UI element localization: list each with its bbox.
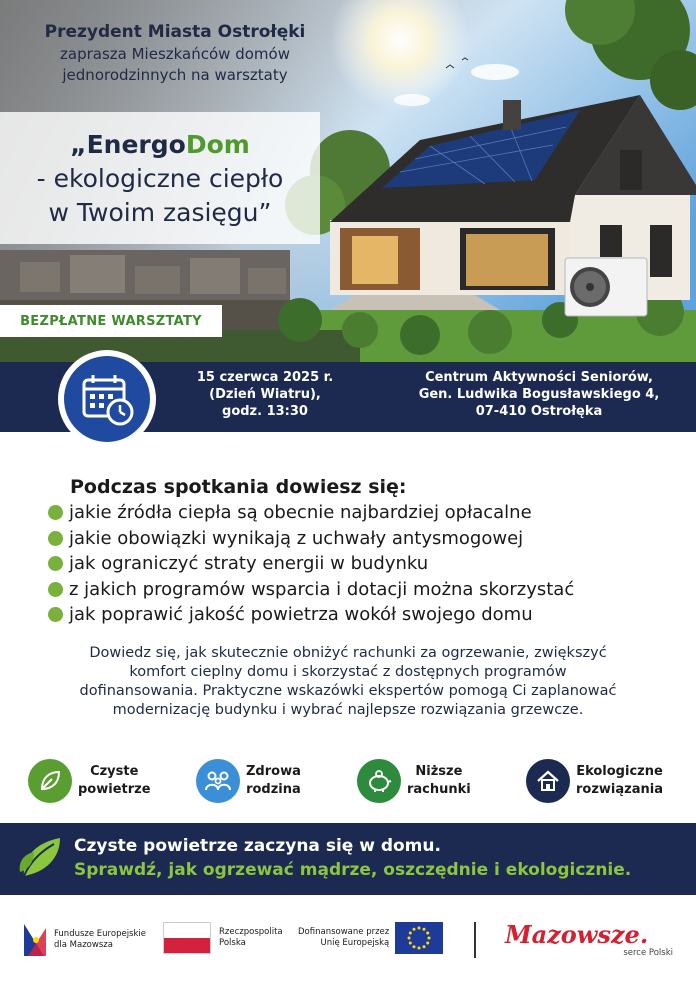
slogan-line-1: Czyste powietrze zaczyna się w domu. (74, 836, 441, 856)
pl-line-1: Rzeczpospolita (219, 927, 283, 937)
free-workshops-label: BEZPŁATNE WARSZTATY (20, 313, 202, 329)
pl-line-2: Polska (219, 938, 246, 948)
eco-house-icon (526, 759, 570, 803)
check-bullet-icon (48, 582, 63, 597)
description-line-3: dofinansowania. Praktyczne wskazówki ekspertów pomogą Ci zaplanować (79, 683, 617, 699)
event-time: godz. 13:30 (222, 404, 308, 419)
mazowsze-wordmark: Mazowsze. (505, 920, 649, 949)
piggy-bank-icon (357, 759, 401, 803)
location-line-2: Gen. Ludwika Bogusławskiego 4, (418, 387, 660, 402)
feature-clean-air (28, 756, 151, 806)
workshop-title (0, 112, 320, 244)
description-paragraph (24, 644, 672, 720)
list-item-text: jak poprawić jakość powietrza wokół swojego domu (69, 604, 533, 625)
family-icon (196, 759, 240, 803)
eu-flag-icon (395, 922, 443, 954)
feature-line-2: powietrze (78, 782, 151, 797)
list-item (48, 551, 668, 577)
event-date-time (190, 369, 340, 420)
free-workshops-badge (0, 305, 222, 337)
mazowsze-logo (505, 920, 673, 958)
list-item-text: jakie obowiązki wynikają z uchwały antysmogowej (69, 527, 524, 549)
eu-cofunded-logo (298, 922, 443, 954)
check-bullet-icon (48, 607, 63, 622)
feature-eco-solutions (526, 756, 663, 806)
description-line-2: komfort cieplny domu i skorzystać z dostępnych programów (129, 664, 567, 680)
list-item-text: jak ograniczyć straty energii w budynku (69, 553, 429, 574)
rzeczpospolita-logo (163, 922, 283, 954)
list-item (48, 577, 668, 603)
title-line-2: - ekologiczne ciepło (36, 164, 284, 193)
calendar-clock-icon (64, 356, 150, 442)
list-item (48, 602, 668, 628)
learn-heading: Podczas spotkania dowiesz się: (70, 476, 407, 498)
list-item (48, 526, 668, 552)
footer-logos (0, 908, 696, 984)
inviter-line-1: Prezydent Miasta Ostrołęki (44, 22, 306, 42)
feature-line-1: Zdrowa (246, 764, 301, 779)
inviter-text (20, 20, 330, 86)
feature-line-1: Niższe (415, 764, 463, 779)
check-bullet-icon (48, 531, 63, 546)
feature-line-1: Ekologiczne (576, 764, 663, 779)
learn-section (48, 474, 668, 628)
inviter-line-2: zaprasza Mieszkańców domów (60, 45, 290, 63)
eu-line-2: Unię Europejską (320, 938, 390, 948)
slogan-banner (0, 823, 696, 895)
feature-lower-bills (357, 756, 471, 806)
title-brand-part1: „Energo (70, 130, 186, 159)
feature-line-2: rodzina (246, 782, 301, 797)
poland-flag-icon (163, 922, 211, 954)
location-line-1: Centrum Aktywności Seniorów, (425, 370, 653, 385)
eu-text (298, 927, 389, 949)
fundusze-text (54, 929, 146, 951)
feature-line-2: rozwiązania (576, 782, 663, 797)
check-bullet-icon (48, 505, 63, 520)
feature-label (576, 763, 663, 799)
list-item-text: z jakich programów wsparcia i dotacji można skorzystać (69, 578, 575, 600)
list-item (48, 500, 668, 526)
leaf-icon (28, 759, 72, 803)
fundusze-logo (22, 922, 146, 958)
fundusze-line-2: dla Mazowsza (54, 940, 113, 950)
feature-label (246, 763, 301, 799)
event-location (398, 369, 680, 420)
feature-line-2: rachunki (407, 782, 471, 797)
location-line-3: 07-410 Ostrołęka (475, 404, 603, 419)
title-line-3: w Twoim zasięgu” (48, 198, 272, 227)
eu-funds-icon (22, 922, 48, 958)
slogan-line-2: Sprawdź, jak ogrzewać mądrze, oszczędnie i ekologicznie. (74, 860, 632, 880)
inviter-line-3: jednorodzinnych na warsztaty (62, 66, 288, 84)
feature-line-1: Czyste (90, 764, 139, 779)
description-line-1: Dowiedz się, jak skutecznie obniżyć rachunki za ogrzewanie, zwiększyć (89, 645, 607, 661)
eu-line-1: Dofinansowane przez (298, 927, 390, 937)
learn-list (48, 500, 668, 628)
feature-healthy-family (196, 756, 301, 806)
list-item-text: jakie źródła ciepła są obecnie najbardziej opłacalne (69, 502, 532, 523)
feature-label (407, 763, 471, 799)
title-brand-part2: Dom (185, 130, 250, 159)
description-line-4: modernizację budynku i wybrać najlepsze rozwiązania grzewcze. (112, 702, 584, 718)
hero-section (0, 0, 696, 362)
rzeczpospolita-text (219, 927, 283, 949)
event-date: 15 czerwca 2025 r. (196, 370, 334, 385)
check-bullet-icon (48, 556, 63, 571)
feature-label (78, 763, 151, 799)
event-day-note: (Dzień Wiatru), (209, 387, 321, 402)
fundusze-line-1: Fundusze Europejskie (54, 929, 146, 939)
mazowsze-tagline: serce Polski (623, 948, 673, 958)
logo-divider (474, 922, 476, 958)
leaves-icon (16, 832, 66, 882)
title-brand (0, 128, 320, 162)
